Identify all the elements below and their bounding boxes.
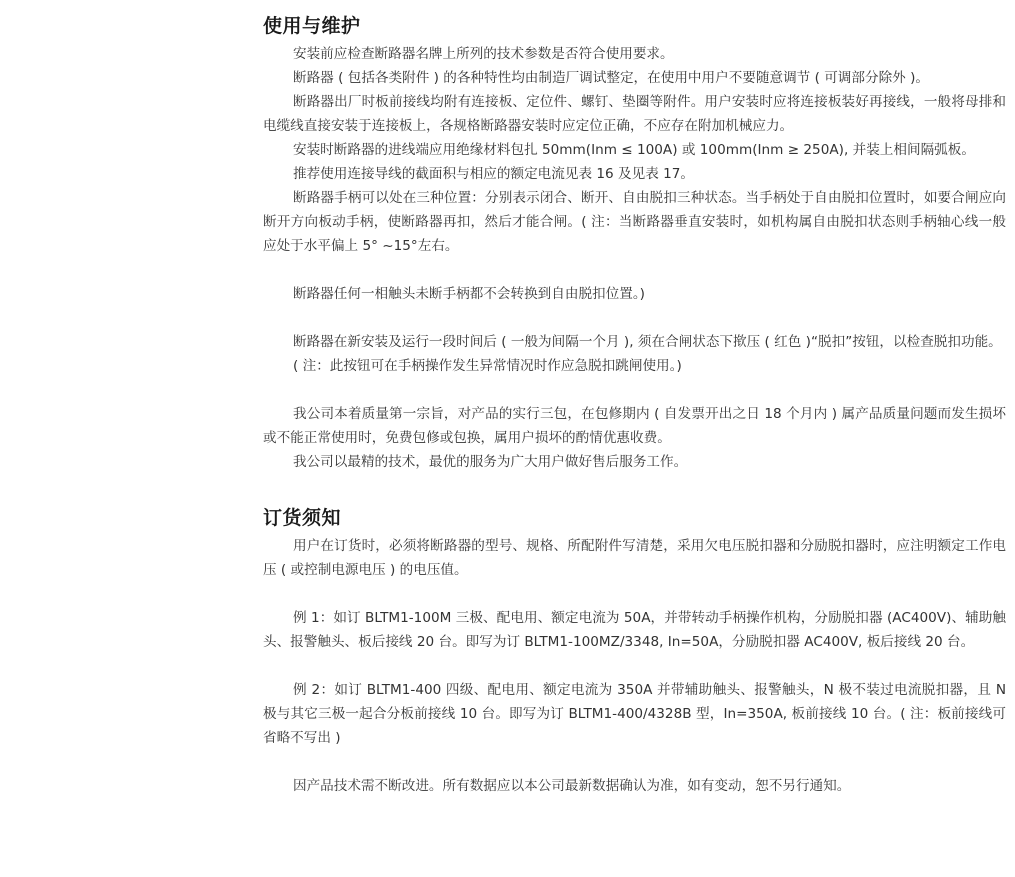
paragraph: 断路器在新安装及运行一段时间后 ( 一般为间隔一个月 ), 须在合闸状态下揿压 ( 红色 )“脱扣”按钮，以检查脱扣功能。 bbox=[293, 334, 1002, 350]
paragraph: 推荐使用连接导线的截面积与相应的额定电流见表 16 及见表 17。 bbox=[293, 166, 694, 182]
paragraph: 断路器任何一相触头未断手柄都不会转换到自由脱扣位置。) bbox=[293, 286, 645, 302]
paragraph: 我公司以最精的技术，最优的服务为广大用户做好售后服务工作。 bbox=[293, 454, 688, 470]
paragraph: 例 2：如订 BLTM1-400 四级、配电用、额定电流为 350A 并带辅助触头、报警触头，N 极不装过电流脱扣器，且 N 极与其它三极一起合分板前接线 10 台。即写为订 BLTM1-400/4328B 型，In=350A, 板前接线 10 台。( 注：板前接线可省略不写出 ) bbox=[263, 682, 1006, 746]
spacer bbox=[263, 750, 1006, 774]
paragraph: 断路器 ( 包括各类附件 ) 的各种特性均由制造厂调试整定，在使用中用户不要随意调节 ( 可调部分除外 )。 bbox=[293, 70, 929, 86]
paragraph: 我公司本着质量第一宗旨，对产品的实行三包，在包修期内 ( 自发票开出之日 18 个月内 ) 属产品质量问题而发生损坏或不能正常使用时，免费包修或包换，属用户损坏的酌情优惠收费。 bbox=[263, 406, 1006, 446]
section-spacer bbox=[263, 474, 1006, 502]
spacer bbox=[263, 306, 1006, 330]
section-title-ordering: 订货须知 bbox=[263, 507, 342, 529]
paragraph: ( 注：此按钮可在手柄操作发生异常情况时作应急脱扣跳闸使用。) bbox=[293, 358, 682, 374]
paragraph: 安装前应检查断路器名牌上所列的技术参数是否符合使用要求。 bbox=[293, 46, 674, 62]
spacer bbox=[263, 582, 1006, 606]
paragraph: 断路器手柄可以处在三种位置：分别表示闭合、断开、自由脱扣三种状态。当手柄处于自由脱扣位置时，如要合闸应向断开方向板动手柄，使断路器再扣，然后才能合闸。( 注：当断路器垂直安装时，如机构属自由脱扣状态则手柄轴心线一般应处于水平偏上 5° ~15°左右。 bbox=[263, 190, 1006, 254]
spacer bbox=[263, 654, 1006, 678]
section-title-use-maintenance: 使用与维护 bbox=[263, 15, 361, 37]
spacer bbox=[263, 258, 1006, 282]
paragraph: 断路器出厂时板前接线均附有连接板、定位件、螺钉、垫圈等附件。用户安装时应将连接板装好再接线，一般将母排和电缆线直接安装于连接板上，各规格断路器安装时应定位正确，不应存在附加机械应力。 bbox=[263, 94, 1006, 134]
paragraph: 安装时断路器的进线端应用绝缘材料包扎 50mm(Inm ≤ 100A) 或 100mm(Inm ≥ 250A), 并装上相间隔弧板。 bbox=[293, 142, 975, 158]
paragraph: 用户在订货时，必须将断路器的型号、规格、所配附件写清楚，采用欠电压脱扣器和分励脱扣器时，应注明额定工作电压 ( 或控制电源电压 ) 的电压值。 bbox=[263, 538, 1006, 578]
spacer bbox=[263, 378, 1006, 402]
paragraph: 例 1：如订 BLTM1-100M 三极、配电用、额定电流为 50A，并带转动手柄操作机构，分励脱扣器 (AC400V)、辅助触头、报警触头、板后接线 20 台。即写为订 BLTM1-100MZ/3348, In=50A，分励脱扣器 AC400V, 板后接线 20 台。 bbox=[263, 610, 1006, 650]
document-body bbox=[263, 10, 1006, 798]
paragraph: 因产品技术需不断改进。所有数据应以本公司最新数据确认为准，如有变动，恕不另行通知。 bbox=[293, 778, 851, 794]
